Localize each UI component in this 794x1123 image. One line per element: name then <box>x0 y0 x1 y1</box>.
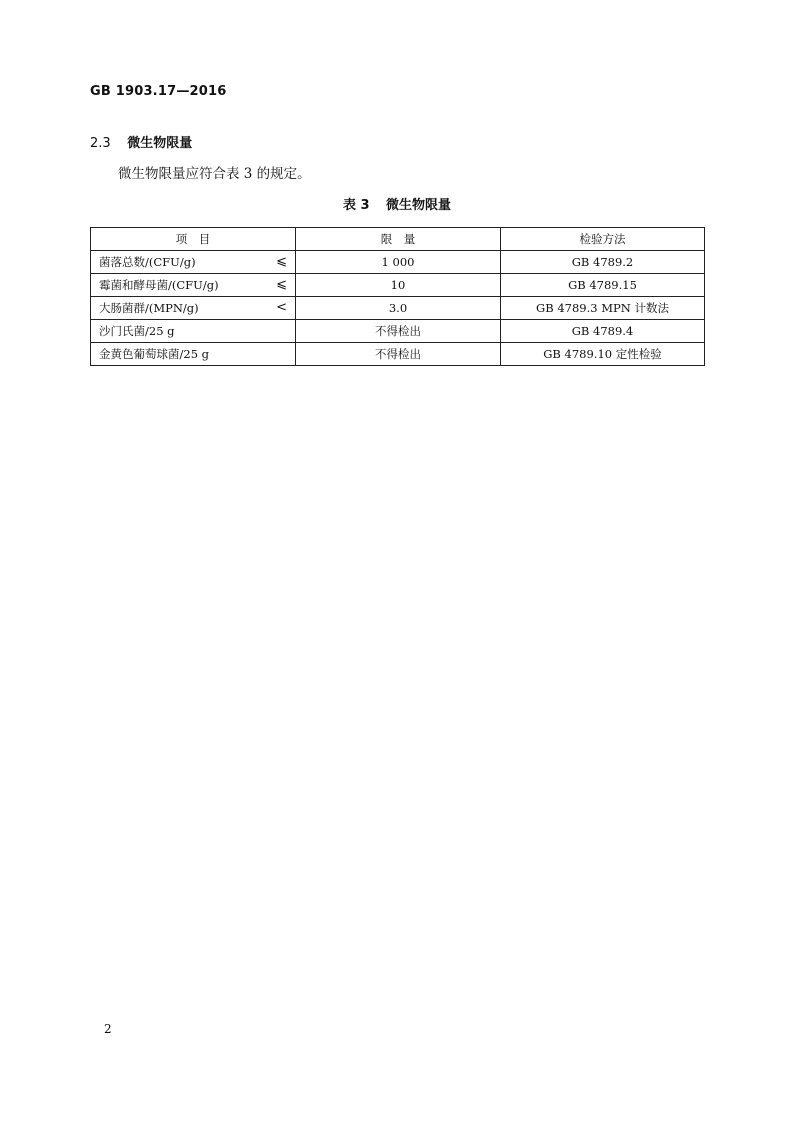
column-header-limit: 限 量 <box>296 228 501 251</box>
comparison-operator: ⩽ <box>276 254 287 269</box>
item-name: 霉菌和酵母菌/(CFU/g) <box>99 278 219 292</box>
method-cell: GB 4789.10 定性检验 <box>501 343 705 366</box>
table-caption-number: 表 3 <box>342 198 370 213</box>
section-number: 2.3 <box>90 136 111 151</box>
limit-cell: 不得检出 <box>296 320 501 343</box>
table-caption-title: 微生物限量 <box>386 198 452 213</box>
column-header-method: 检验方法 <box>501 228 705 251</box>
limit-cell: 1 000 <box>296 251 501 274</box>
method-cell: GB 4789.15 <box>501 274 705 297</box>
item-cell <box>91 320 296 343</box>
method-cell: GB 4789.3 MPN 计数法 <box>501 297 705 320</box>
column-header-item: 项 目 <box>91 228 296 251</box>
method-cell: GB 4789.2 <box>501 251 705 274</box>
item-name: 菌落总数/(CFU/g) <box>99 255 196 269</box>
table-row <box>91 251 705 274</box>
table-header-row <box>91 228 705 251</box>
document-header: GB 1903.17—2016 <box>90 84 227 99</box>
table-caption <box>0 194 794 213</box>
item-cell <box>91 343 296 366</box>
comparison-operator: ⩽ <box>276 277 287 292</box>
item-cell <box>91 297 296 320</box>
table-row <box>91 297 705 320</box>
method-cell: GB 4789.4 <box>501 320 705 343</box>
item-name: 沙门氏菌/25 g <box>99 324 175 338</box>
page-number: 2 <box>104 1022 112 1036</box>
section-title: 微生物限量 <box>127 136 193 151</box>
table-row <box>91 320 705 343</box>
comparison-operator: < <box>276 300 287 315</box>
table-row <box>91 274 705 297</box>
microbial-limits-table <box>90 227 705 366</box>
item-cell <box>91 251 296 274</box>
item-name: 金黄色葡萄球菌/25 g <box>99 347 210 361</box>
limit-cell: 不得检出 <box>296 343 501 366</box>
item-name: 大肠菌群/(MPN/g) <box>99 301 199 315</box>
body-paragraph: 微生物限量应符合表 3 的规定。 <box>118 166 311 182</box>
section-heading <box>90 132 192 151</box>
table-row <box>91 343 705 366</box>
limit-cell: 10 <box>296 274 501 297</box>
limit-cell: 3.0 <box>296 297 501 320</box>
item-cell <box>91 274 296 297</box>
